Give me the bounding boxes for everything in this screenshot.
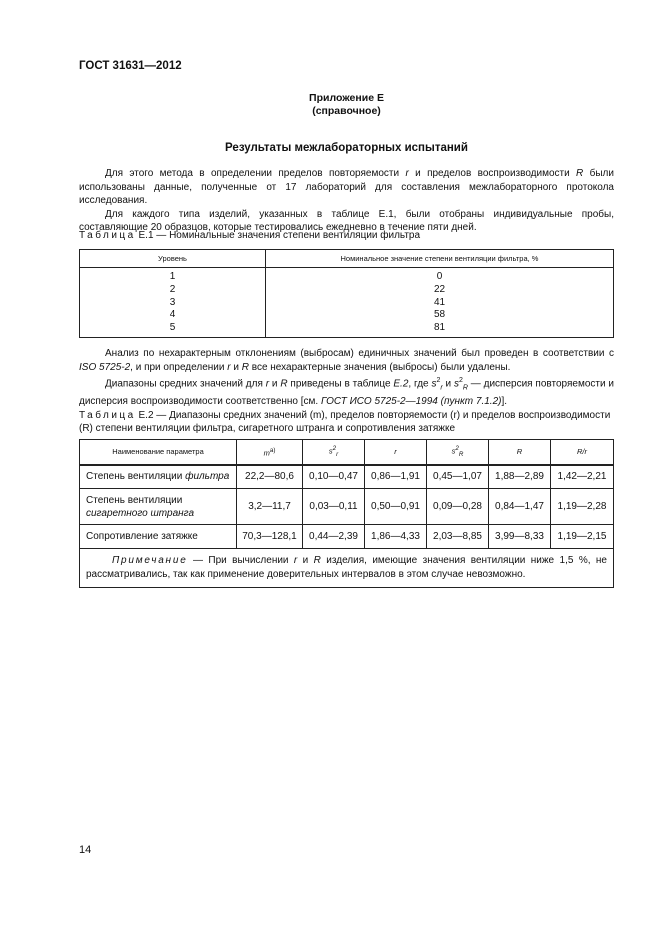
table2-header-sr: $s^2_r$: [303, 440, 365, 465]
table1-cell-values: 0 22 41 58 81: [266, 268, 614, 338]
table2-cell: 22,2—80,6: [237, 465, 303, 489]
table2-cell: 3,99—8,33: [489, 525, 551, 549]
table-row: [80, 489, 614, 525]
appendix-label: Приложение Е: [309, 92, 384, 104]
analysis-text: [79, 347, 614, 408]
table2-cell: 3,2—11,7: [237, 489, 303, 525]
table1-header-value: Номинальное значение степени вентиляции фильтра, %: [266, 250, 614, 268]
table2-cell: 1,42—2,21: [551, 465, 614, 489]
table1-caption: Таблица Е.1 — Номинальные значения степени вентиляции фильтра: [79, 230, 421, 241]
table2-header-Rr: R/r: [551, 440, 614, 465]
table1-header-level: Уровень: [80, 250, 266, 268]
table-row: [80, 525, 614, 549]
table2: [79, 439, 614, 588]
table2-row2-name: Степень вентиляции сигаретного штранга: [80, 489, 237, 525]
appendix-heading: [79, 92, 614, 118]
table2-header-sR: $s^2_R$: [427, 440, 489, 465]
analysis-paragraph-2: Диапазоны средних значений для r и R приведены в таблице Е.2, где $s^2_r$ и $s^2_R$ — дисперсия повторяемости и дисперсия воспроизводимости соответственно [см. ГОСТ ИСО 5725-2—1994 (пункт 7.1.2)].: [79, 377, 614, 407]
section-title: Результаты межлабораторных испытаний: [225, 142, 468, 154]
intro-paragraph-1: Для этого метода в определении пределов повторяемости r и пределов воспроизводимости R были использованы данные, полученные от 17 лабораторий для составления межлабораторного протокола исследования.: [79, 168, 614, 206]
table2-cell: 1,86—4,33: [365, 525, 427, 549]
intro-paragraph-2: Для каждого типа изделий, указанных в таблице Е.1, были отобраны индивидуальные пробы, составляющие 20 образцов, которые тестировались ежедневно в течение пяти дней.: [79, 208, 614, 233]
table2-cell: 1,19—2,15: [551, 525, 614, 549]
table2-header-m: $m^{a)}$: [237, 440, 303, 465]
table2-header-R: R: [489, 440, 551, 465]
table2-cell: 0,44—2,39: [303, 525, 365, 549]
table2-cell: 0,45—1,07: [427, 465, 489, 489]
table2-cell: 0,09—0,28: [427, 489, 489, 525]
table2-header-r: r: [365, 440, 427, 465]
table2-header-name: Наименование параметра: [80, 440, 237, 465]
table2-caption: Таблица Е.2 — Диапазоны средних значений (m), пределов повторяемости (r) и пределов воспроизводимости (R) степени вентиляции фильтра, сигаретного штранга и сопротивления затяжке: [79, 410, 611, 434]
table2-row3-name: Сопротивление затяжке: [80, 525, 237, 549]
table-row: [80, 465, 614, 489]
table2-cell: 2,03—8,85: [427, 525, 489, 549]
table2-note-row: [80, 549, 614, 588]
table2-cell: 1,19—2,28: [551, 489, 614, 525]
intro-text: [79, 167, 614, 235]
table2-cell: 0,84—1,47: [489, 489, 551, 525]
table2-cell: 0,50—0,91: [365, 489, 427, 525]
table2-note: Примечание — При вычислении r и R изделия, имеющие значения вентиляции ниже 1,5 %, не рассматривались, так как применение доверительных интервалов в этом случае невозможно.: [80, 549, 614, 588]
appendix-note: (справочное): [312, 105, 381, 117]
standard-header: ГОСТ 31631—2012: [79, 60, 182, 72]
table2-cell: 0,03—0,11: [303, 489, 365, 525]
page-number: 14: [79, 844, 92, 856]
table1-cell-levels: 1 2 3 4 5: [80, 268, 266, 338]
table2-cell: 0,10—0,47: [303, 465, 365, 489]
table2-cell: 70,3—128,1: [237, 525, 303, 549]
table2-cell: 1,88—2,89: [489, 465, 551, 489]
analysis-paragraph-1: Анализ по нехарактерным отклонениям (выбросам) единичных значений был проведен в соответствии с ISO 5725-2, и при определении r и R все нехарактерные значения (выбросы) были удалены.: [79, 348, 614, 373]
table2-row1-name: Степень вентиляции фильтра: [80, 465, 237, 489]
table2-cell: 0,86—1,91: [365, 465, 427, 489]
table1: [79, 249, 614, 338]
